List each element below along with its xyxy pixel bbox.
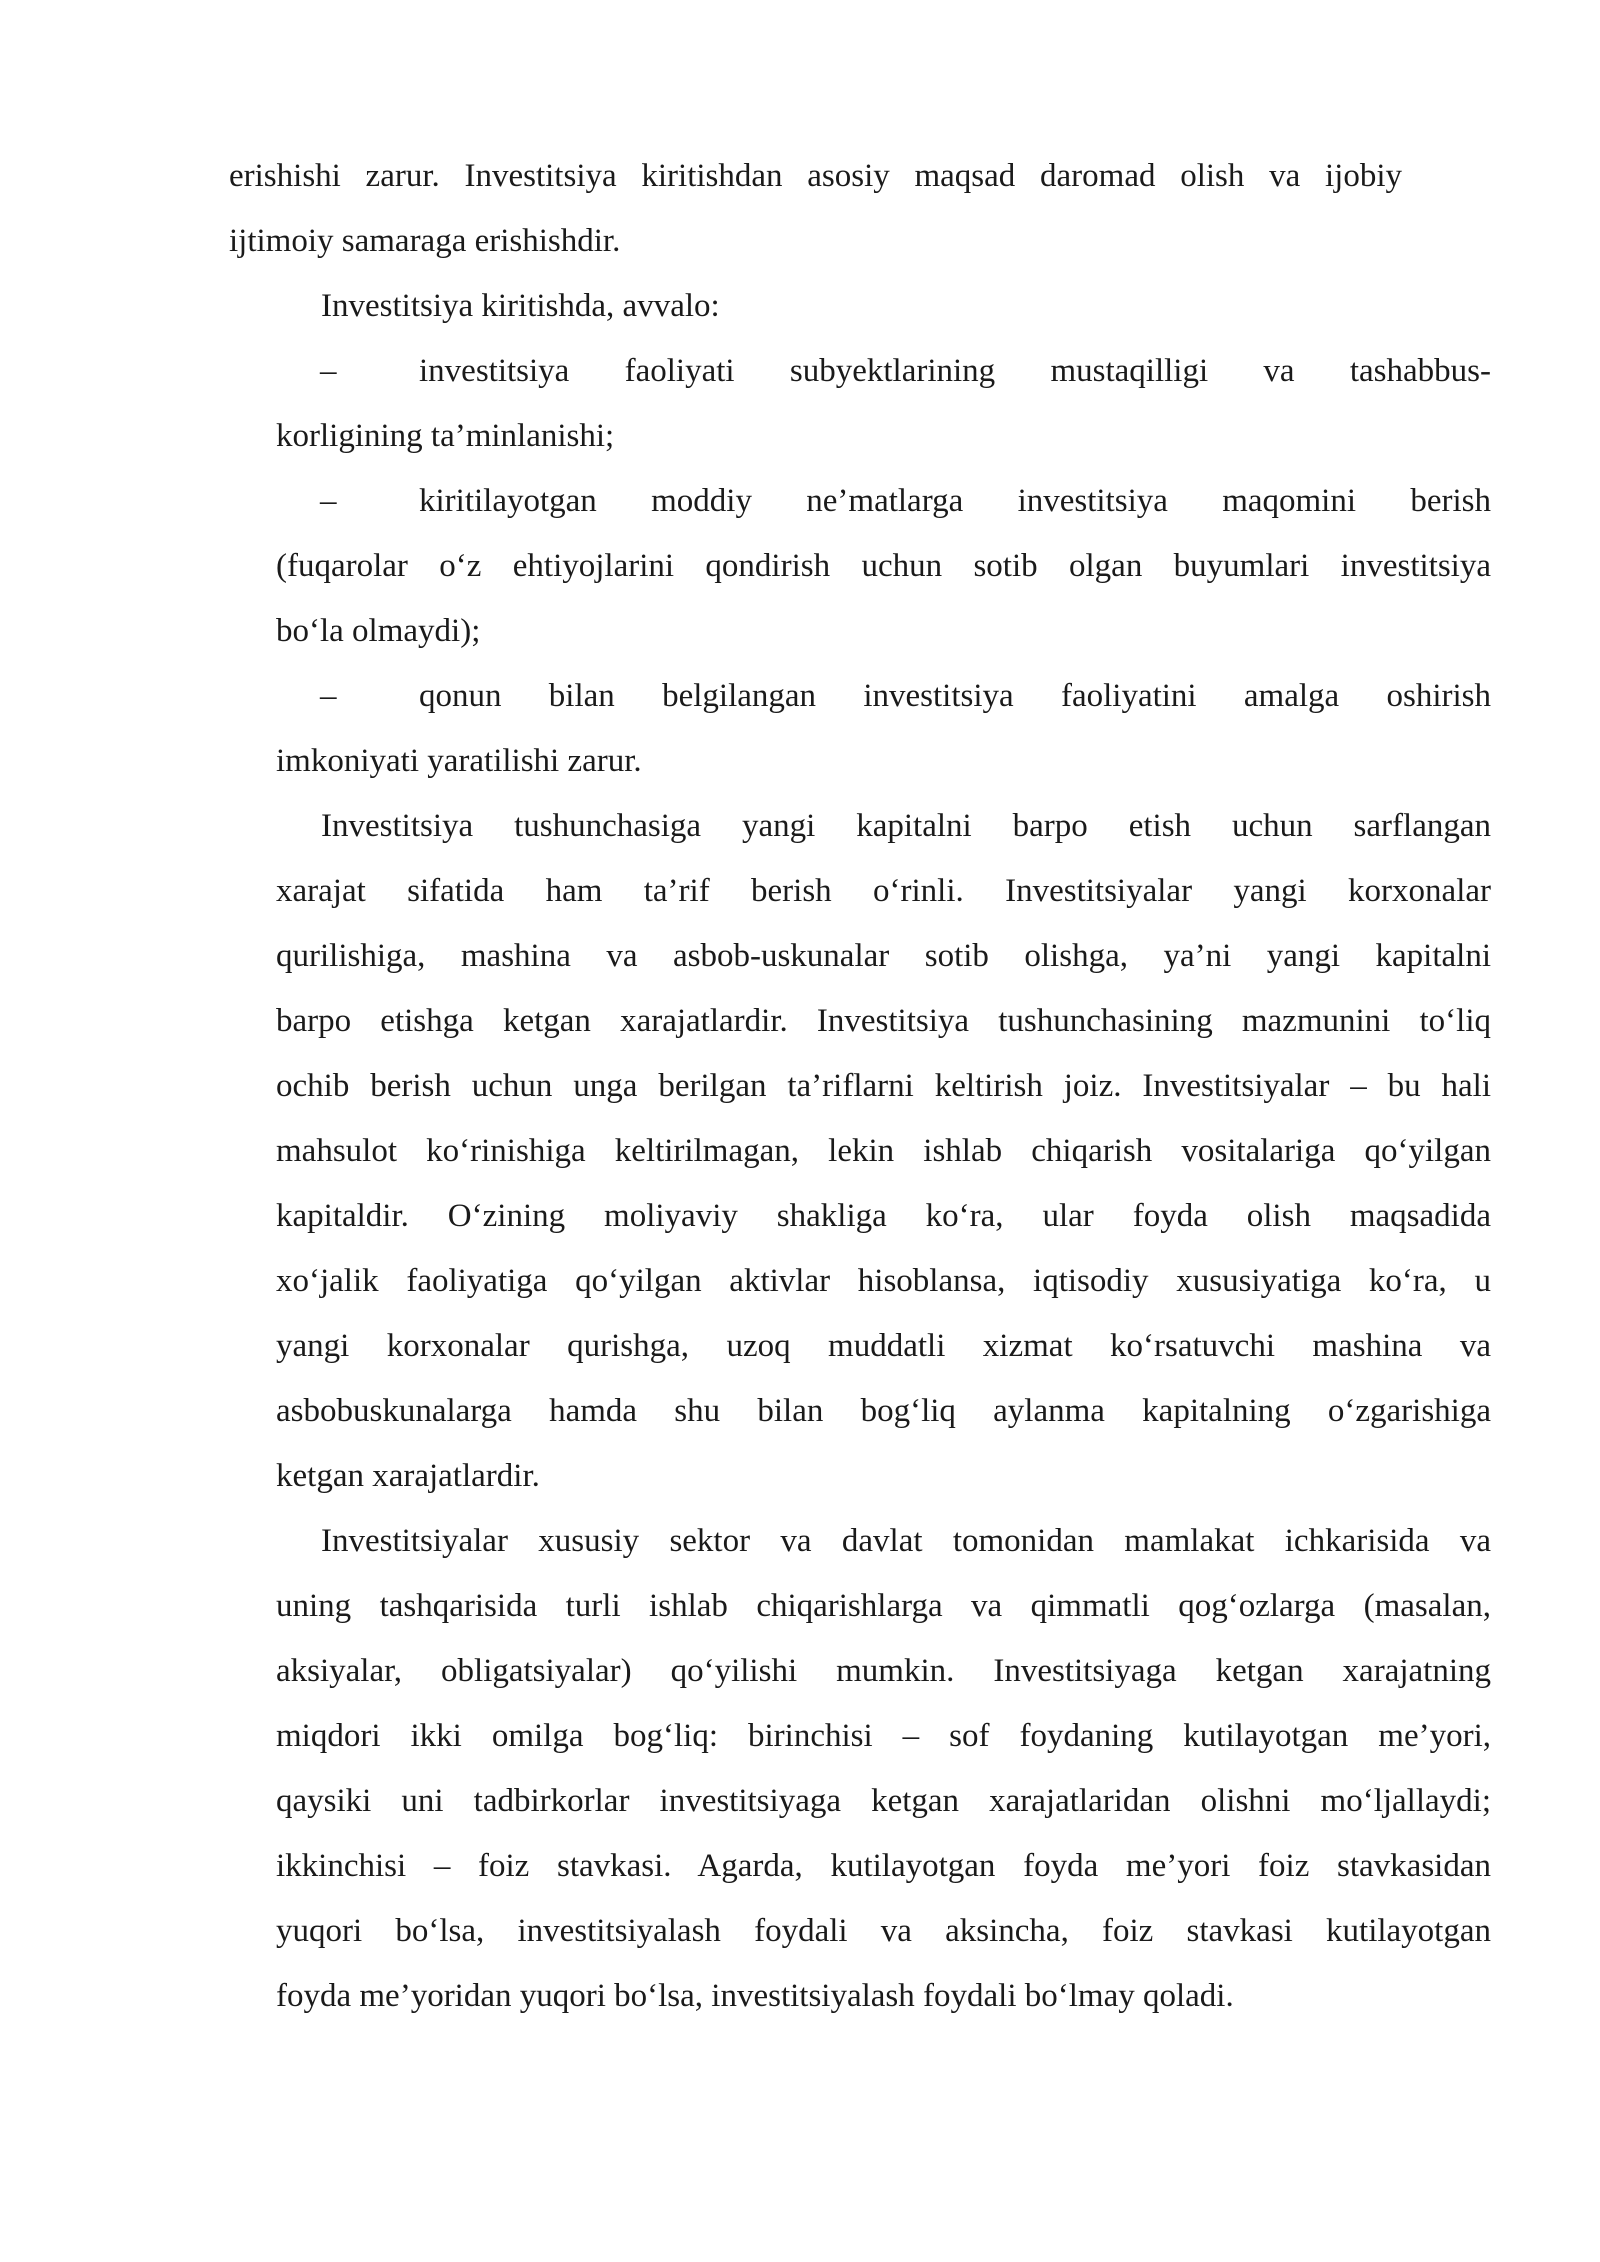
text-line: ochib berish uchun unga berilgan ta’riflarni keltirish joiz. Investitsiyalar – bu hali — [276, 1068, 1491, 1104]
text-line: bo‘la olmaydi); — [276, 613, 481, 649]
text-line: asbobuskunalarga hamda shu bilan bog‘liq aylanma kapitalning o‘zgarishiga — [276, 1393, 1491, 1429]
text-line: ijtimoiy samaraga erishishdir. — [229, 223, 621, 259]
text-line: mahsulot ko‘rinishiga keltirilmagan, lekin ishlab chiqarish vositalariga qo‘yilgan — [276, 1133, 1491, 1169]
text-line: erishishi zarur. Investitsiya kiritishdan asosiy maqsad daromad olish va ijobiy — [229, 158, 1402, 194]
text-line: (fuqarolar o‘z ehtiyojlarini qondirish uchun sotib olgan buyumlari investitsiya — [276, 548, 1491, 584]
list-dash: – — [320, 678, 337, 714]
text-line: barpo etishga ketgan xarajatlardir. Investitsiya tushunchasining mazmunini to‘liq — [276, 1003, 1491, 1039]
text-line: yangi korxonalar qurishga, uzoq muddatli xizmat ko‘rsatuvchi mashina va — [276, 1328, 1491, 1364]
text-line: Investitsiya kiritishda, avvalo: — [321, 288, 720, 324]
text-line: yuqori bo‘lsa, investitsiyalash foydali va aksincha, foiz stavkasi kutilayotgan — [276, 1913, 1491, 1949]
text-line: miqdori ikki omilga bog‘liq: birinchisi – sof foydaning kutilayotgan me’yori, — [276, 1718, 1491, 1754]
text-line: qaysiki uni tadbirkorlar investitsiyaga ketgan xarajatlaridan olishni mo‘ljallaydi; — [276, 1783, 1491, 1819]
text-line: aksiyalar, obligatsiyalar) qo‘yilishi mumkin. Investitsiyaga ketgan xarajatning — [276, 1653, 1491, 1689]
text-line: xarajat sifatida ham ta’rif berish o‘rinli. Investitsiyalar yangi korxonalar — [276, 873, 1491, 909]
list-dash: – — [320, 353, 337, 389]
list-item-text: qonun bilan belgilangan investitsiya faoliyatini amalga oshirish — [419, 678, 1491, 714]
list-dash: – — [320, 483, 337, 519]
list-item-text: investitsiya faoliyati subyektlarining mustaqilligi va tashabbus- — [419, 353, 1491, 389]
text-line: imkoniyati yaratilishi zarur. — [276, 743, 642, 779]
text-line: uning tashqarisida turli ishlab chiqarishlarga va qimmatli qog‘ozlarga (masalan, — [276, 1588, 1491, 1624]
text-line: ikkinchisi – foiz stavkasi. Agarda, kutilayotgan foyda me’yori foiz stavkasidan — [276, 1848, 1491, 1884]
text-line: kapitaldir. O‘zining moliyaviy shakliga ko‘ra, ular foyda olish maqsadida — [276, 1198, 1491, 1234]
text-line: Investitsiyalar xususiy sektor va davlat tomonidan mamlakat ichkarisida va — [321, 1523, 1491, 1559]
list-item-text: kiritilayotgan moddiy ne’matlarga investitsiya maqomini berish — [419, 483, 1491, 519]
text-line: qurilishiga, mashina va asbob-uskunalar sotib olishga, ya’ni yangi kapitalni — [276, 938, 1491, 974]
text-line: korligining ta’minlanishi; — [276, 418, 615, 454]
text-line: xo‘jalik faoliyatiga qo‘yilgan aktivlar hisoblansa, iqtisodiy xususiyatiga ko‘ra, u — [276, 1263, 1491, 1299]
text-line: ketgan xarajatlardir. — [276, 1458, 540, 1494]
text-line: foyda me’yoridan yuqori bo‘lsa, investitsiyalash foydali bo‘lmay qoladi. — [276, 1978, 1234, 2014]
text-line: Investitsiya tushunchasiga yangi kapitalni barpo etish uchun sarflangan — [321, 808, 1491, 844]
